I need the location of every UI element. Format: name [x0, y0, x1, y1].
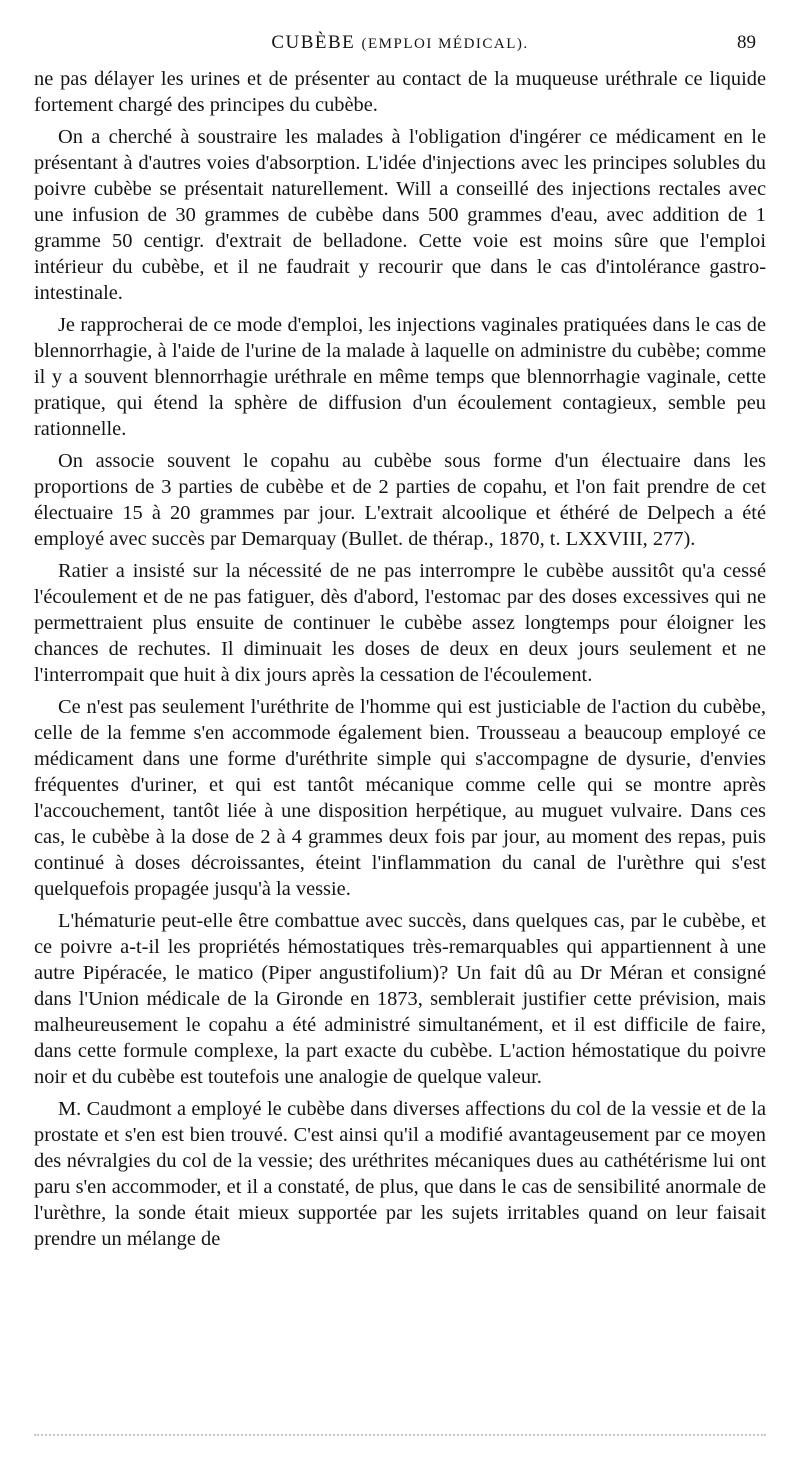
- header-title: CUBÈBE: [271, 32, 356, 53]
- running-title: [34, 32, 766, 54]
- paragraph-ratier: Ratier a insisté sur la nécessité de ne pas interrompre le cubèbe aussitôt qu'a cessé l'écoulement et de ne pas fatiguer, dès d'abord, l'estomac par des doses excessives qui ne permettraient plus ensuite de continuer le cubèbe assez longtemps pour éloigner les chances de rechutes. Il diminuait les doses de deux en deux jours seulement et ne l'interrompait que huit à dix jours après la cessation de l'écoulement.: [34, 560, 766, 686]
- paragraph-caudmont: M. Caudmont a employé le cubèbe dans diverses affections du col de la vessie et de la prostate et s'en est bien trouvé. C'est ainsi qu'il a modifié avantageusement par ce moyen des névralgies du col de la vessie; des uréthrites mécaniques dues au cathétérisme lui ont paru s'en accommoder, et il a constaté, de plus, que dans le cas de sensibilité anormale de l'urèthre, la sonde était mieux supportée par les sujets irritables quand on leur faisait prendre un mélange de: [34, 1098, 766, 1250]
- paragraph-hematuria: L'hématurie peut-elle être combattue avec succès, dans quelques cas, par le cubèbe, et ce poivre a-t-il les propriétés hémostatiques très-remarquables qui appartiennent à une autre Pipéracée, le matico (Piper angustifolium)? Un fait dû au Dr Méran et consigné dans l'Union médicale de la Gironde en 1873, semblerait justifier cette prévision, mais malheureusement le copahu a été administré simultanément, et il est difficile de faire, dans cette formule complexe, la part exacte du cubèbe. L'action hémostatique du poivre noir et du cubèbe est toutefois une analogie de quelque valeur.: [34, 910, 766, 1088]
- paragraph-continued: ne pas délayer les urines et de présenter au contact de la muqueuse uréthrale ce liquide fortement chargé des principes du cubèbe.: [34, 68, 766, 116]
- paragraph-urethritis-women: Ce n'est pas seulement l'uréthrite de l'homme qui est justiciable de l'action du cubèbe, celle de la femme s'en accommode également bien. Trousseau a beaucoup employé ce médicament dans une forme d'uréthrite simple qui s'accompagne de dysurie, d'envies fréquentes d'uriner, et qui est tantôt mécanique comme celle qui se montre après l'accouchement, tantôt liée à une disposition herpétique, au muguet vulvaire. Dans ces cas, le cubèbe à la dose de 2 à 4 grammes deux fois par jour, au moment des repas, puis continué à doses décroissantes, éteint l'inflammation du canal de l'urèthre qui s'est quelquefois propagée jusqu'à la vessie.: [34, 696, 766, 900]
- paragraph-vaginal-injections: Je rapprocherai de ce mode d'emploi, les injections vaginales pratiquées dans le cas de blennorrhagie, à l'aide de l'urine de la malade à laquelle on administre du cubèbe; comme il y a souvent blennorrhagie uréthrale en même temps que blennorrhagie vaginale, cette pratique, qui étend la sphère de diffusion d'un écoulement contagieux, semble peu rationnelle.: [34, 314, 766, 440]
- header-subtitle: (EMPLOI MÉDICAL).: [361, 36, 529, 52]
- paragraph-injections: On a cherché à soustraire les malades à l'obligation d'ingérer ce médicament en le présentant à d'autres voies d'absorption. L'idée d'injections avec les principes solubles du poivre cubèbe se présentait naturellement. Will a conseillé des injections rectales avec une infusion de 30 grammes de cubèbe dans 500 grammes d'eau, avec addition de 1 gramme 50 centigr. d'extrait de belladone. Cette voie est moins sûre que l'emploi intérieur du cubèbe, et il ne faudrait y recourir que dans le cas d'intolérance gastro-intestinale.: [34, 126, 766, 304]
- paragraph-copahu: On associe souvent le copahu au cubèbe sous forme d'un électuaire dans les proportions de 3 parties de cubèbe et de 2 parties de copahu, et l'on fait prendre de cet électuaire 15 à 20 grammes par jour. L'extrait alcoolique et éthéré de Delpech a été employé avec succès par Demarquay (Bullet. de thérap., 1870, t. LXXVIII, 277).: [34, 450, 766, 550]
- page-number: 89: [737, 32, 756, 53]
- running-header: [34, 26, 766, 60]
- body-text: [34, 66, 766, 1252]
- bleed-through-line: [34, 1434, 766, 1438]
